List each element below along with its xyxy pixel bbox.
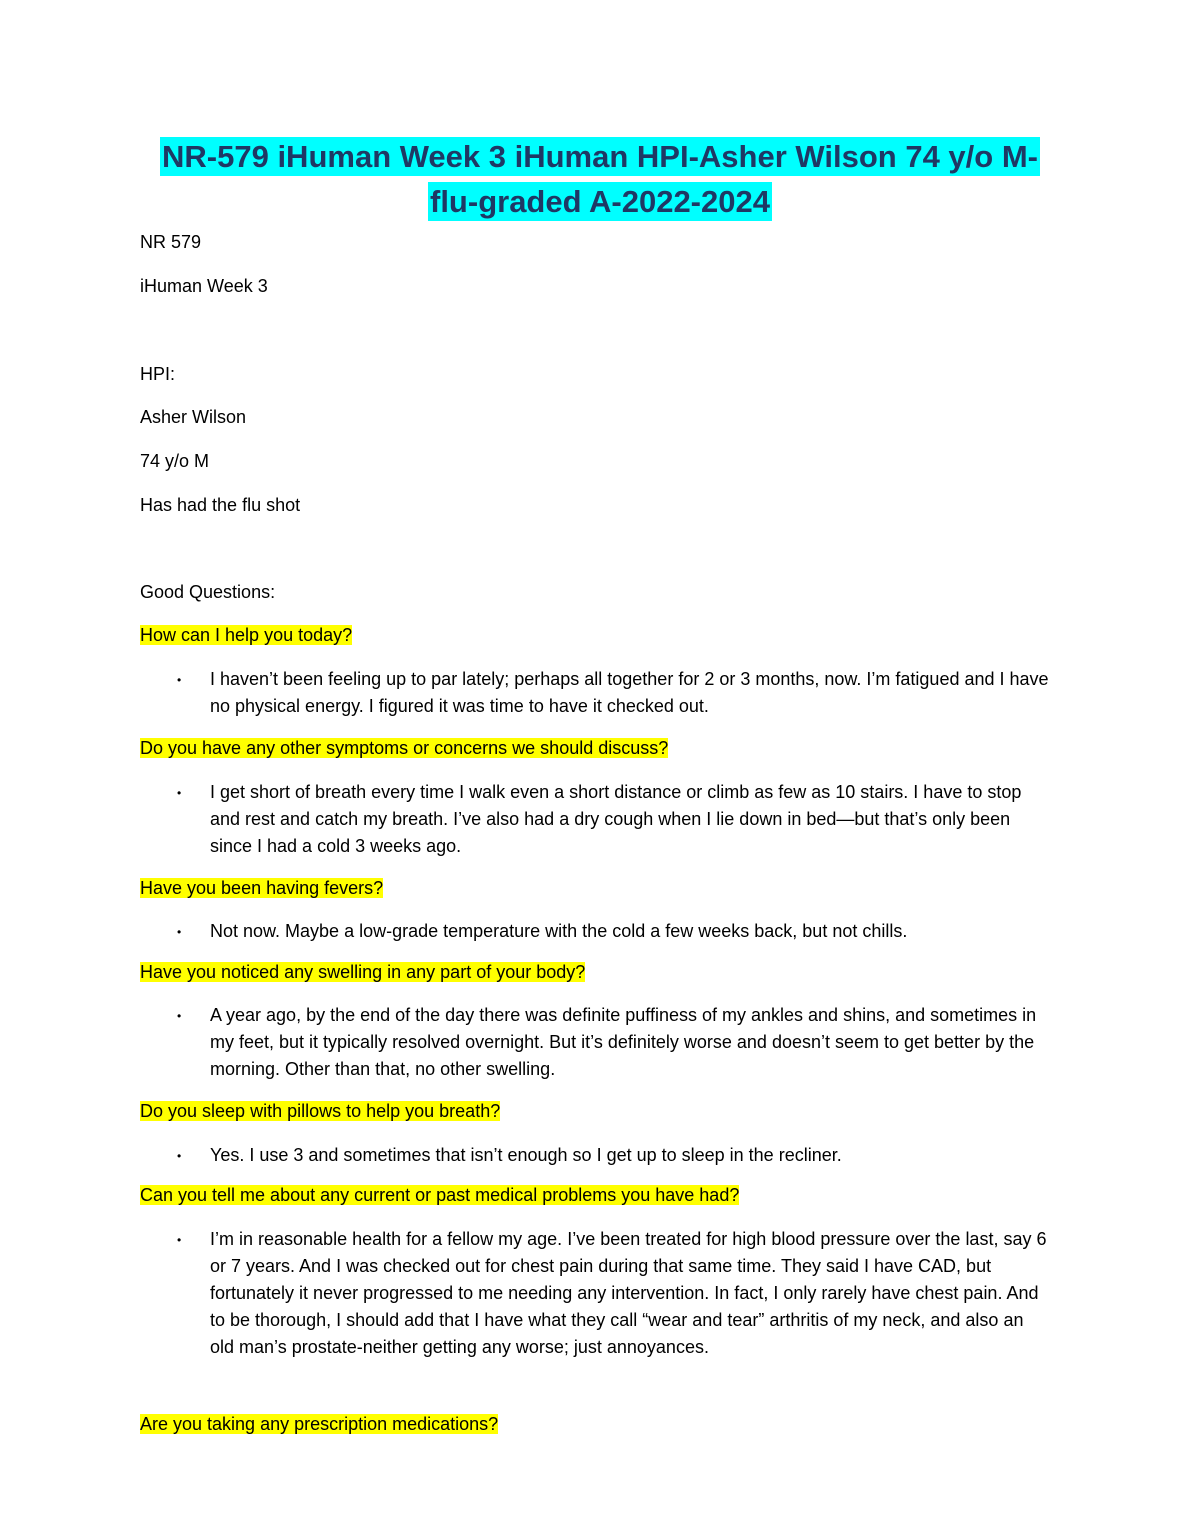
hpi-label: HPI: bbox=[140, 364, 176, 384]
question bbox=[140, 1413, 498, 1435]
answer-text: I haven’t been feeling up to par lately; perhaps all together for 2 or 3 months, now. I’m fatigued and I have no physical energy. I figured it was time to have it checked out. bbox=[210, 669, 1049, 716]
question-text: Can you tell me about any current or past medical problems you have had? bbox=[140, 1185, 740, 1205]
question-text: Are you taking any prescription medications? bbox=[140, 1414, 499, 1434]
patient-age-sex: 74 y/o M bbox=[140, 451, 210, 471]
bullet-icon: • bbox=[177, 1009, 182, 1023]
patient-name: Asher Wilson bbox=[140, 407, 247, 427]
question bbox=[140, 961, 585, 983]
answer-text: I’m in reasonable health for a fellow my age. I’ve been treated for high blood pressure over the last, say 6 or 7 years. And I was checked out for chest pain during that same time. They said I have CAD, but fortunately it never progressed to me needing any intervention. In fact, I only rarely have chest pain. And to be thorough, I should add that I have what they call “wear and tear” arthritis of my neck, and also an old man’s prostate-neither getting any worse; just annoyances. bbox=[210, 1229, 1047, 1357]
question bbox=[140, 1184, 739, 1206]
answer-text: Yes. I use 3 and sometimes that isn’t enough so I get up to sleep in the recliner. bbox=[210, 1145, 842, 1165]
good-questions-label: Good Questions: bbox=[140, 582, 276, 602]
question-text: Do you have any other symptoms or concerns we should discuss? bbox=[140, 738, 669, 758]
flu-shot-note: Has had the flu shot bbox=[140, 495, 301, 515]
bullet-icon: • bbox=[177, 786, 182, 800]
title-line-1: NR-579 iHuman Week 3 iHuman HPI-Asher Wilson 74 y/o M- bbox=[162, 139, 1038, 174]
question bbox=[140, 877, 383, 899]
week-label: iHuman Week 3 bbox=[140, 276, 268, 296]
title-line-2: flu-graded A-2022-2024 bbox=[430, 184, 770, 219]
question bbox=[140, 737, 668, 759]
answer-text: I get short of breath every time I walk even a short distance or climb as few as 10 stairs. I have to stop and rest and catch my breath. I’ve also had a dry cough when I lie down in bed—but that’s only been since I had a cold 3 weeks ago. bbox=[210, 782, 1022, 856]
question-text: Have you been having fevers? bbox=[140, 878, 384, 898]
bullet-icon: • bbox=[177, 925, 182, 939]
document-title bbox=[120, 134, 1080, 224]
question-text: Have you noticed any swelling in any part of your body? bbox=[140, 962, 586, 982]
answer-text: Not now. Maybe a low-grade temperature with the cold a few weeks back, but not chills. bbox=[210, 921, 908, 941]
bullet-icon: • bbox=[177, 1149, 182, 1163]
question bbox=[140, 1100, 500, 1122]
bullet-icon: • bbox=[177, 673, 182, 687]
course-label: NR 579 bbox=[140, 232, 202, 252]
question-text: How can I help you today? bbox=[140, 625, 353, 645]
answer-text: A year ago, by the end of the day there was definite puffiness of my ankles and shins, and sometimes in my feet, but it typically resolved overnight. But it’s definitely worse and doesn’t seem to get better by the morning. Other than that, no other swelling. bbox=[210, 1005, 1037, 1079]
bullet-icon: • bbox=[177, 1233, 182, 1247]
question-text: Do you sleep with pillows to help you breath? bbox=[140, 1101, 501, 1121]
question bbox=[140, 624, 352, 646]
